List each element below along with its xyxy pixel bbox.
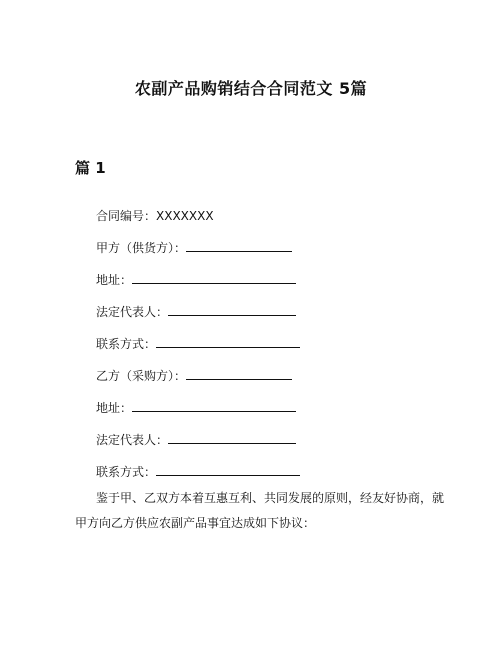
field-party-a <box>96 240 292 256</box>
fill-in-blank <box>186 368 292 380</box>
field-label: 联系方式： <box>96 465 157 479</box>
field-label: 法定代表人： <box>96 433 169 447</box>
field-legal-rep-a <box>96 304 296 320</box>
document-title: 农副产品购销结合合同范文 5篇 <box>134 79 368 98</box>
field-contract-number <box>96 208 214 224</box>
field-contact-a <box>96 336 300 352</box>
field-address-a <box>96 272 296 288</box>
field-legal-rep-b <box>96 432 296 448</box>
fill-in-blank <box>156 336 300 348</box>
field-value: XXXXXXX <box>156 209 214 223</box>
intro-paragraph: 鉴于甲、乙双方本着互惠互利、共同发展的原则，经友好协商，就甲方向乙方供应农副产品事宜达成如下协议： <box>75 491 445 530</box>
field-contact-b <box>96 464 300 480</box>
field-label: 法定代表人： <box>96 305 169 319</box>
field-label: 联系方式： <box>96 337 157 351</box>
field-label: 地址： <box>96 401 133 415</box>
fill-in-blank <box>168 304 296 316</box>
fill-in-blank <box>156 464 300 476</box>
field-label: 合同编号： <box>96 209 157 223</box>
field-address-b <box>96 400 296 416</box>
fill-in-blank <box>132 272 296 284</box>
fill-in-blank <box>186 240 292 252</box>
section-heading: 篇 1 <box>75 159 106 177</box>
field-label: 乙方（采购方）： <box>96 369 187 383</box>
field-party-b <box>96 368 292 384</box>
fill-in-blank <box>168 432 296 444</box>
field-label: 甲方（供货方）： <box>96 241 187 255</box>
fill-in-blank <box>132 400 296 412</box>
field-label: 地址： <box>96 273 133 287</box>
